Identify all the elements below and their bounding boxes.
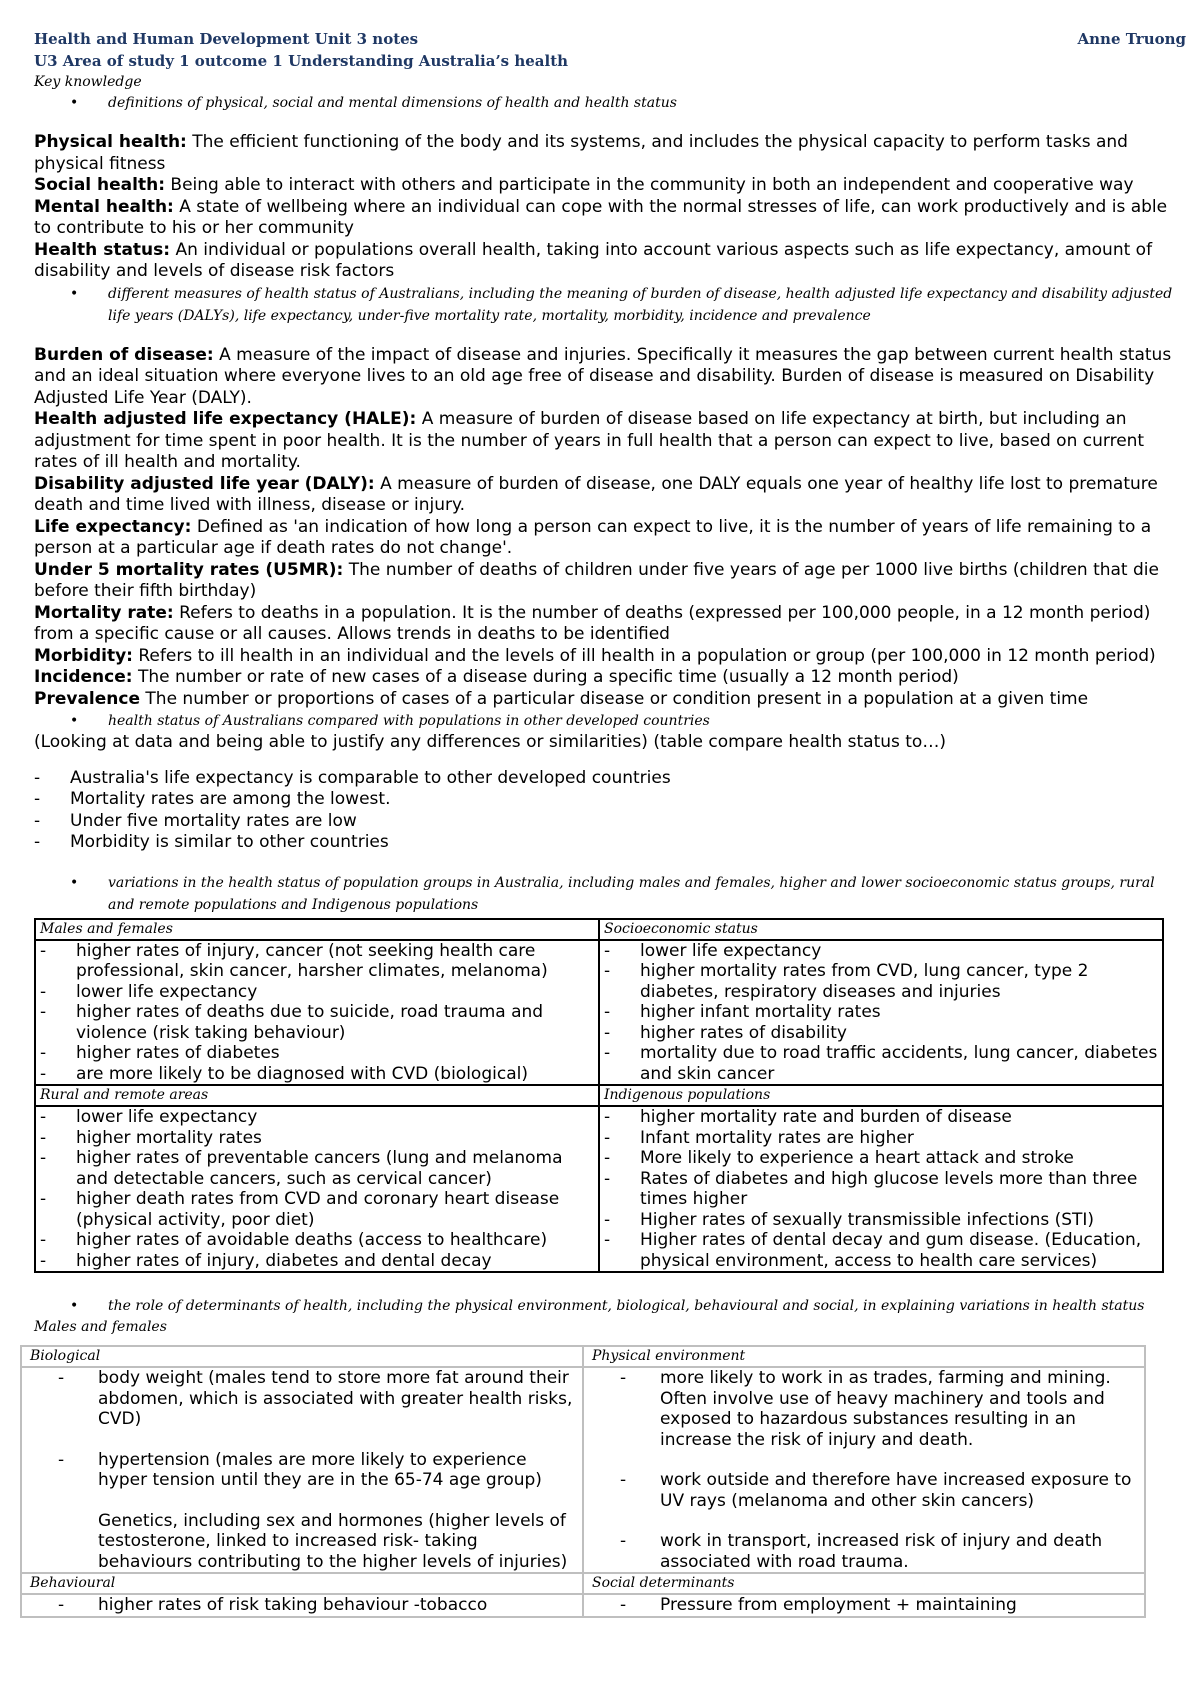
list-item bbox=[604, 1230, 1158, 1271]
definition-text: The number or rate of new cases of a disease during a specific time (usually a 12 month period) bbox=[132, 667, 959, 687]
author-name: Anne Truong bbox=[1077, 30, 1186, 48]
list-item bbox=[40, 1189, 594, 1230]
list-item-text: Morbidity is similar to other countries bbox=[70, 832, 389, 852]
list-item: - more likely to work in as trades, farming and mining. Often involve use of heavy machinery and tools and exposed to hazardous substances resulting in an increase the risk of injury and death. bbox=[620, 1368, 1111, 1450]
list-item-text: Higher rates of dental decay and gum disease. (Education, physical environment, access to health care services) bbox=[640, 1230, 1142, 1271]
definition bbox=[34, 345, 1174, 410]
list-item bbox=[604, 1023, 1158, 1044]
list-item bbox=[40, 941, 594, 982]
list-item: - work in transport, increased risk of injury and death associated with road trauma. bbox=[620, 1531, 1103, 1572]
definition-text: A measure of burden of disease, one DALY equals one year of healthy life lost to premature death and time lived with illness, disease or injury. bbox=[34, 473, 1158, 515]
dash-marker: - bbox=[604, 1148, 611, 1168]
definition-term: Health status: bbox=[34, 239, 171, 260]
list-item-text: Infant mortality rates are higher bbox=[640, 1127, 914, 1148]
term-bold bbox=[34, 603, 174, 623]
list-item: - hypertension (males are more likely to experience hyper tension until they are in the 65-74 age group) bbox=[58, 1449, 542, 1490]
list-item-text: lower life expectancy bbox=[76, 1107, 258, 1127]
bullet-icon: • bbox=[70, 713, 79, 729]
term-bold bbox=[34, 345, 214, 365]
list-item: - higher rates of risk taking behaviour -tobacco bbox=[58, 1595, 488, 1615]
list-item-text: higher mortality rates bbox=[76, 1127, 262, 1148]
list-item-text: lower life expectancy bbox=[640, 940, 822, 961]
list-item-text: higher rates of injury, cancer (not seeking health care professional, skin cancer, harsher climates, melanoma) bbox=[76, 940, 548, 981]
list-item-text: higher mortality rate and burden of disease bbox=[640, 1107, 1012, 1127]
definition bbox=[34, 517, 1174, 560]
list-item bbox=[604, 961, 1158, 1002]
definitions-group bbox=[34, 345, 1174, 711]
dash-marker: - bbox=[604, 1043, 611, 1063]
dash-marker: - bbox=[34, 810, 41, 831]
list-item-text: Under five mortality rates are low bbox=[70, 810, 357, 831]
list-item bbox=[604, 1148, 1158, 1169]
definition-term: Life expectancy: bbox=[34, 516, 192, 537]
variations-table bbox=[34, 918, 1164, 1274]
table-header-indigenous: Indigenous populations bbox=[599, 1085, 1163, 1106]
list-item bbox=[34, 832, 1174, 854]
dash-marker: - bbox=[604, 1168, 611, 1189]
list-item-text: higher death rates from CVD and coronary heart disease (physical activity, poor diet) bbox=[76, 1189, 560, 1230]
list-item bbox=[34, 768, 1174, 790]
list-item bbox=[40, 1107, 594, 1128]
list-item: Genetics, including sex and hormones (higher levels of testosterone, linked to increased risk- taking behaviours contributing to the higher levels of injuries) bbox=[98, 1510, 568, 1572]
list-item-text: lower life expectancy bbox=[76, 981, 258, 1002]
table-header-males: Males and females bbox=[35, 919, 599, 940]
definition bbox=[34, 132, 1174, 175]
term-bold bbox=[34, 646, 133, 666]
determinants-table bbox=[20, 1345, 1146, 1618]
list-item bbox=[40, 1251, 594, 1272]
rural-cell bbox=[35, 1106, 599, 1272]
term-bold bbox=[34, 667, 133, 687]
list-item bbox=[604, 941, 1158, 962]
list-item bbox=[40, 982, 594, 1003]
definition-text: A state of wellbeing where an individual can cope with the normal stresses of life, can work productively and is able to contribute to his or her community bbox=[34, 196, 1168, 238]
ses-cell bbox=[599, 940, 1163, 1086]
definition bbox=[34, 667, 1174, 689]
list-item-text: higher rates of injury, diabetes and dental decay bbox=[76, 1250, 492, 1271]
dash-marker: - bbox=[604, 1022, 611, 1043]
definition-text: The efficient functioning of the body and its systems, and includes the physical capacity to perform tasks and physical fitness bbox=[34, 132, 1128, 174]
definition-text: Refers to ill health in an individual and the levels of ill health in a population or group (per 100,000 in 12 month period) bbox=[132, 645, 1156, 666]
list-item-text: Rates of diabetes and high glucose levels more than three times higher bbox=[640, 1168, 1138, 1209]
dash-marker: - bbox=[604, 1209, 611, 1230]
biological-cell bbox=[21, 1367, 583, 1573]
dash-marker: - bbox=[40, 981, 47, 1002]
list-item bbox=[40, 1002, 594, 1043]
key-point: • the role of determinants of health, including the physical environment, biological, behavioural and social, in explaining variations in health status bbox=[70, 1295, 1174, 1317]
comparison-list bbox=[34, 768, 1174, 854]
list-item bbox=[604, 1210, 1158, 1231]
table-header-biological: Biological bbox=[21, 1346, 583, 1367]
dash-marker: - bbox=[604, 1127, 611, 1148]
dash-marker: - bbox=[604, 1230, 611, 1250]
table-header-rural: Rural and remote areas bbox=[35, 1085, 599, 1106]
list-item bbox=[40, 1064, 594, 1085]
list-item-text: Mortality rates are among the lowest. bbox=[70, 789, 391, 809]
definition-text: Refers to deaths in a population. It is the number of deaths (expressed per 100,000 people, in a 12 month period) from a specific cause or all causes. Allows trends in deaths to be identified bbox=[34, 602, 1151, 644]
list-item bbox=[40, 1148, 594, 1189]
definition-term: Incidence: bbox=[34, 667, 133, 687]
dash-marker: - bbox=[40, 1148, 47, 1168]
indigenous-cell bbox=[599, 1106, 1163, 1272]
key-point: • health status of Australians compared with populations in other developed countries bbox=[70, 710, 1174, 732]
table-header-social: Social determinants bbox=[583, 1573, 1145, 1594]
list-item-text: Australia's life expectancy is comparable to other developed countries bbox=[70, 767, 671, 788]
list-item-text: Higher rates of sexually transmissible infections (STI) bbox=[640, 1209, 1095, 1230]
definitions-group bbox=[34, 132, 1174, 283]
dash-marker: - bbox=[40, 1107, 47, 1127]
definition-term: Physical health: bbox=[34, 132, 187, 152]
term-bold bbox=[34, 132, 187, 152]
dash-marker: - bbox=[40, 1189, 47, 1209]
definition-text: The number or proportions of cases of a particular disease or condition present in a population at a given time bbox=[140, 688, 1089, 709]
dash-marker: - bbox=[604, 940, 611, 961]
list-item bbox=[34, 789, 1174, 811]
definition-term: Disability adjusted life year (DALY): bbox=[34, 473, 375, 494]
definition bbox=[34, 197, 1174, 240]
term-bold bbox=[34, 240, 170, 260]
term-bold bbox=[34, 409, 416, 429]
table-header-ses: Socioeconomic status bbox=[599, 919, 1163, 940]
key-point: • different measures of health status of Australians, including the meaning of burden of disease, health adjusted life expectancy and disability adjusted life years (DALYs), life expectancy, under-five mortality rate, mortality, morbidity, incidence and prevalence bbox=[70, 283, 1174, 327]
list-item bbox=[604, 1043, 1158, 1084]
social-cell bbox=[583, 1594, 1145, 1617]
dash-marker: - bbox=[40, 1230, 47, 1250]
dash-marker: - bbox=[604, 1002, 611, 1022]
list-item: - Pressure from employment + maintaining bbox=[620, 1595, 1017, 1615]
definition-term: Burden of disease: bbox=[34, 344, 214, 365]
list-item-text: higher rates of diabetes bbox=[76, 1043, 280, 1063]
dash-marker: - bbox=[40, 1063, 47, 1084]
document-subtitle: U3 Area of study 1 outcome 1 Understanding Australia’s health bbox=[34, 52, 569, 70]
males-cell bbox=[35, 940, 599, 1086]
definition-text: Defined as 'an indication of how long a person can expect to live, it is the number of years of life remaining to a person at a particular age if death rates do not change'. bbox=[34, 516, 1152, 558]
section-heading-males: Males and females bbox=[34, 1319, 167, 1335]
definition-term: Health adjusted life expectancy (HALE): bbox=[34, 409, 417, 429]
dash-marker: - bbox=[604, 961, 611, 981]
list-item bbox=[604, 1107, 1158, 1128]
definition-term: Morbidity: bbox=[34, 645, 133, 666]
list-item-text: higher infant mortality rates bbox=[640, 1002, 881, 1022]
dash-marker: - bbox=[40, 940, 47, 961]
list-item bbox=[604, 1169, 1158, 1210]
dash-marker: - bbox=[40, 1043, 47, 1063]
key-knowledge-label: Key knowledge bbox=[34, 74, 142, 90]
definition-term: Mental health: bbox=[34, 196, 174, 217]
list-item bbox=[40, 1043, 594, 1064]
list-item: - work outside and therefore have increased exposure to UV rays (melanoma and other skin cancers) bbox=[620, 1470, 1132, 1511]
definition-term: Prevalence bbox=[34, 688, 140, 709]
bullet-icon: • bbox=[70, 874, 79, 891]
definition bbox=[34, 175, 1174, 197]
list-item bbox=[34, 811, 1174, 833]
definition bbox=[34, 240, 1174, 283]
list-item-text: higher rates of avoidable deaths (access to healthcare) bbox=[76, 1230, 548, 1250]
definition bbox=[34, 560, 1174, 603]
dash-marker: - bbox=[34, 832, 41, 852]
table-header-behavioural: Behavioural bbox=[21, 1573, 583, 1594]
list-item bbox=[604, 1128, 1158, 1149]
table-header-physical: Physical environment bbox=[583, 1346, 1145, 1367]
dash-marker: - bbox=[40, 1127, 47, 1148]
list-item bbox=[604, 1002, 1158, 1023]
definition-text: The number of deaths of children under five years of age per 1000 live births (children that die before their fifth birthday) bbox=[34, 559, 1159, 601]
dash-marker: - bbox=[34, 789, 41, 809]
list-item bbox=[40, 1230, 594, 1251]
definition-term: Social health: bbox=[34, 175, 166, 195]
dash-marker: - bbox=[40, 1002, 47, 1022]
list-item: - body weight (males tend to store more fat around their abdomen, which is associated with greater health risks, CVD) bbox=[58, 1368, 573, 1429]
dash-marker: - bbox=[604, 1107, 611, 1127]
definition-term: Under 5 mortality rates (U5MR): bbox=[34, 559, 344, 580]
physical-cell bbox=[583, 1367, 1145, 1573]
dash-marker: - bbox=[34, 767, 41, 788]
bullet-icon: • bbox=[70, 95, 79, 111]
definition bbox=[34, 603, 1174, 646]
term-bold bbox=[34, 689, 140, 709]
key-point: • variations in the health status of population groups in Australia, including males and females, higher and lower socioeconomic status groups, rural and remote populations and Indigenous populations bbox=[70, 872, 1174, 916]
document-title: Health and Human Development Unit 3 notes bbox=[34, 30, 419, 48]
definition-text: A measure of burden of disease based on life expectancy at birth, but including an adjustment for time spent in poor health. It is the number of years in full health that a person can expect to live, based on current rates of ill health and mortality. bbox=[34, 409, 1145, 472]
term-bold bbox=[34, 474, 375, 494]
definition-text: An individual or populations overall health, taking into account various aspects such as life expectancy, amount of disability and levels of disease risk factors bbox=[34, 239, 1153, 281]
list-item-text: are more likely to be diagnosed with CVD (biological) bbox=[76, 1063, 528, 1084]
term-bold bbox=[34, 197, 174, 217]
bullet-icon: • bbox=[70, 285, 79, 302]
definition-text: A measure of the impact of disease and injuries. Specifically it measures the gap between current health status and an ideal situation where everyone lives to an old age free of disease and disability. Burden of disease is measured on Disability Adjusted Life Year (DALY). bbox=[34, 344, 1172, 408]
definition-text: Being able to interact with others and participate in the community in both an independent and cooperative way bbox=[165, 175, 1134, 195]
term-bold bbox=[34, 517, 191, 537]
header-row bbox=[34, 28, 1186, 50]
bullet-icon: • bbox=[70, 1298, 79, 1314]
behavioural-cell bbox=[21, 1594, 583, 1617]
term-bold bbox=[34, 560, 343, 580]
definition-term: Mortality rate: bbox=[34, 602, 174, 623]
list-item-text: higher rates of disability bbox=[640, 1022, 847, 1043]
key-point: • definitions of physical, social and mental dimensions of health and health status bbox=[70, 92, 1174, 114]
compare-note: (Looking at data and being able to justify any differences or similarities) (table compare health status to…) bbox=[34, 732, 946, 752]
term-bold bbox=[34, 175, 165, 195]
list-item-text: More likely to experience a heart attack and stroke bbox=[640, 1148, 1074, 1168]
list-item-text: higher rates of deaths due to suicide, road trauma and violence (risk taking behaviour) bbox=[76, 1002, 544, 1043]
definition bbox=[34, 474, 1174, 517]
list-item-text: higher mortality rates from CVD, lung cancer, type 2 diabetes, respiratory diseases and injuries bbox=[640, 961, 1089, 1002]
definition bbox=[34, 689, 1174, 711]
definition bbox=[34, 409, 1174, 474]
list-item-text: higher rates of preventable cancers (lung and melanoma and detectable cancers, such as cervical cancer) bbox=[76, 1148, 563, 1189]
document-page bbox=[30, 28, 1186, 1618]
list-item bbox=[40, 1128, 594, 1149]
definition bbox=[34, 646, 1174, 668]
dash-marker: - bbox=[40, 1250, 47, 1271]
list-item-text: mortality due to road traffic accidents, lung cancer, diabetes and skin cancer bbox=[640, 1043, 1158, 1084]
